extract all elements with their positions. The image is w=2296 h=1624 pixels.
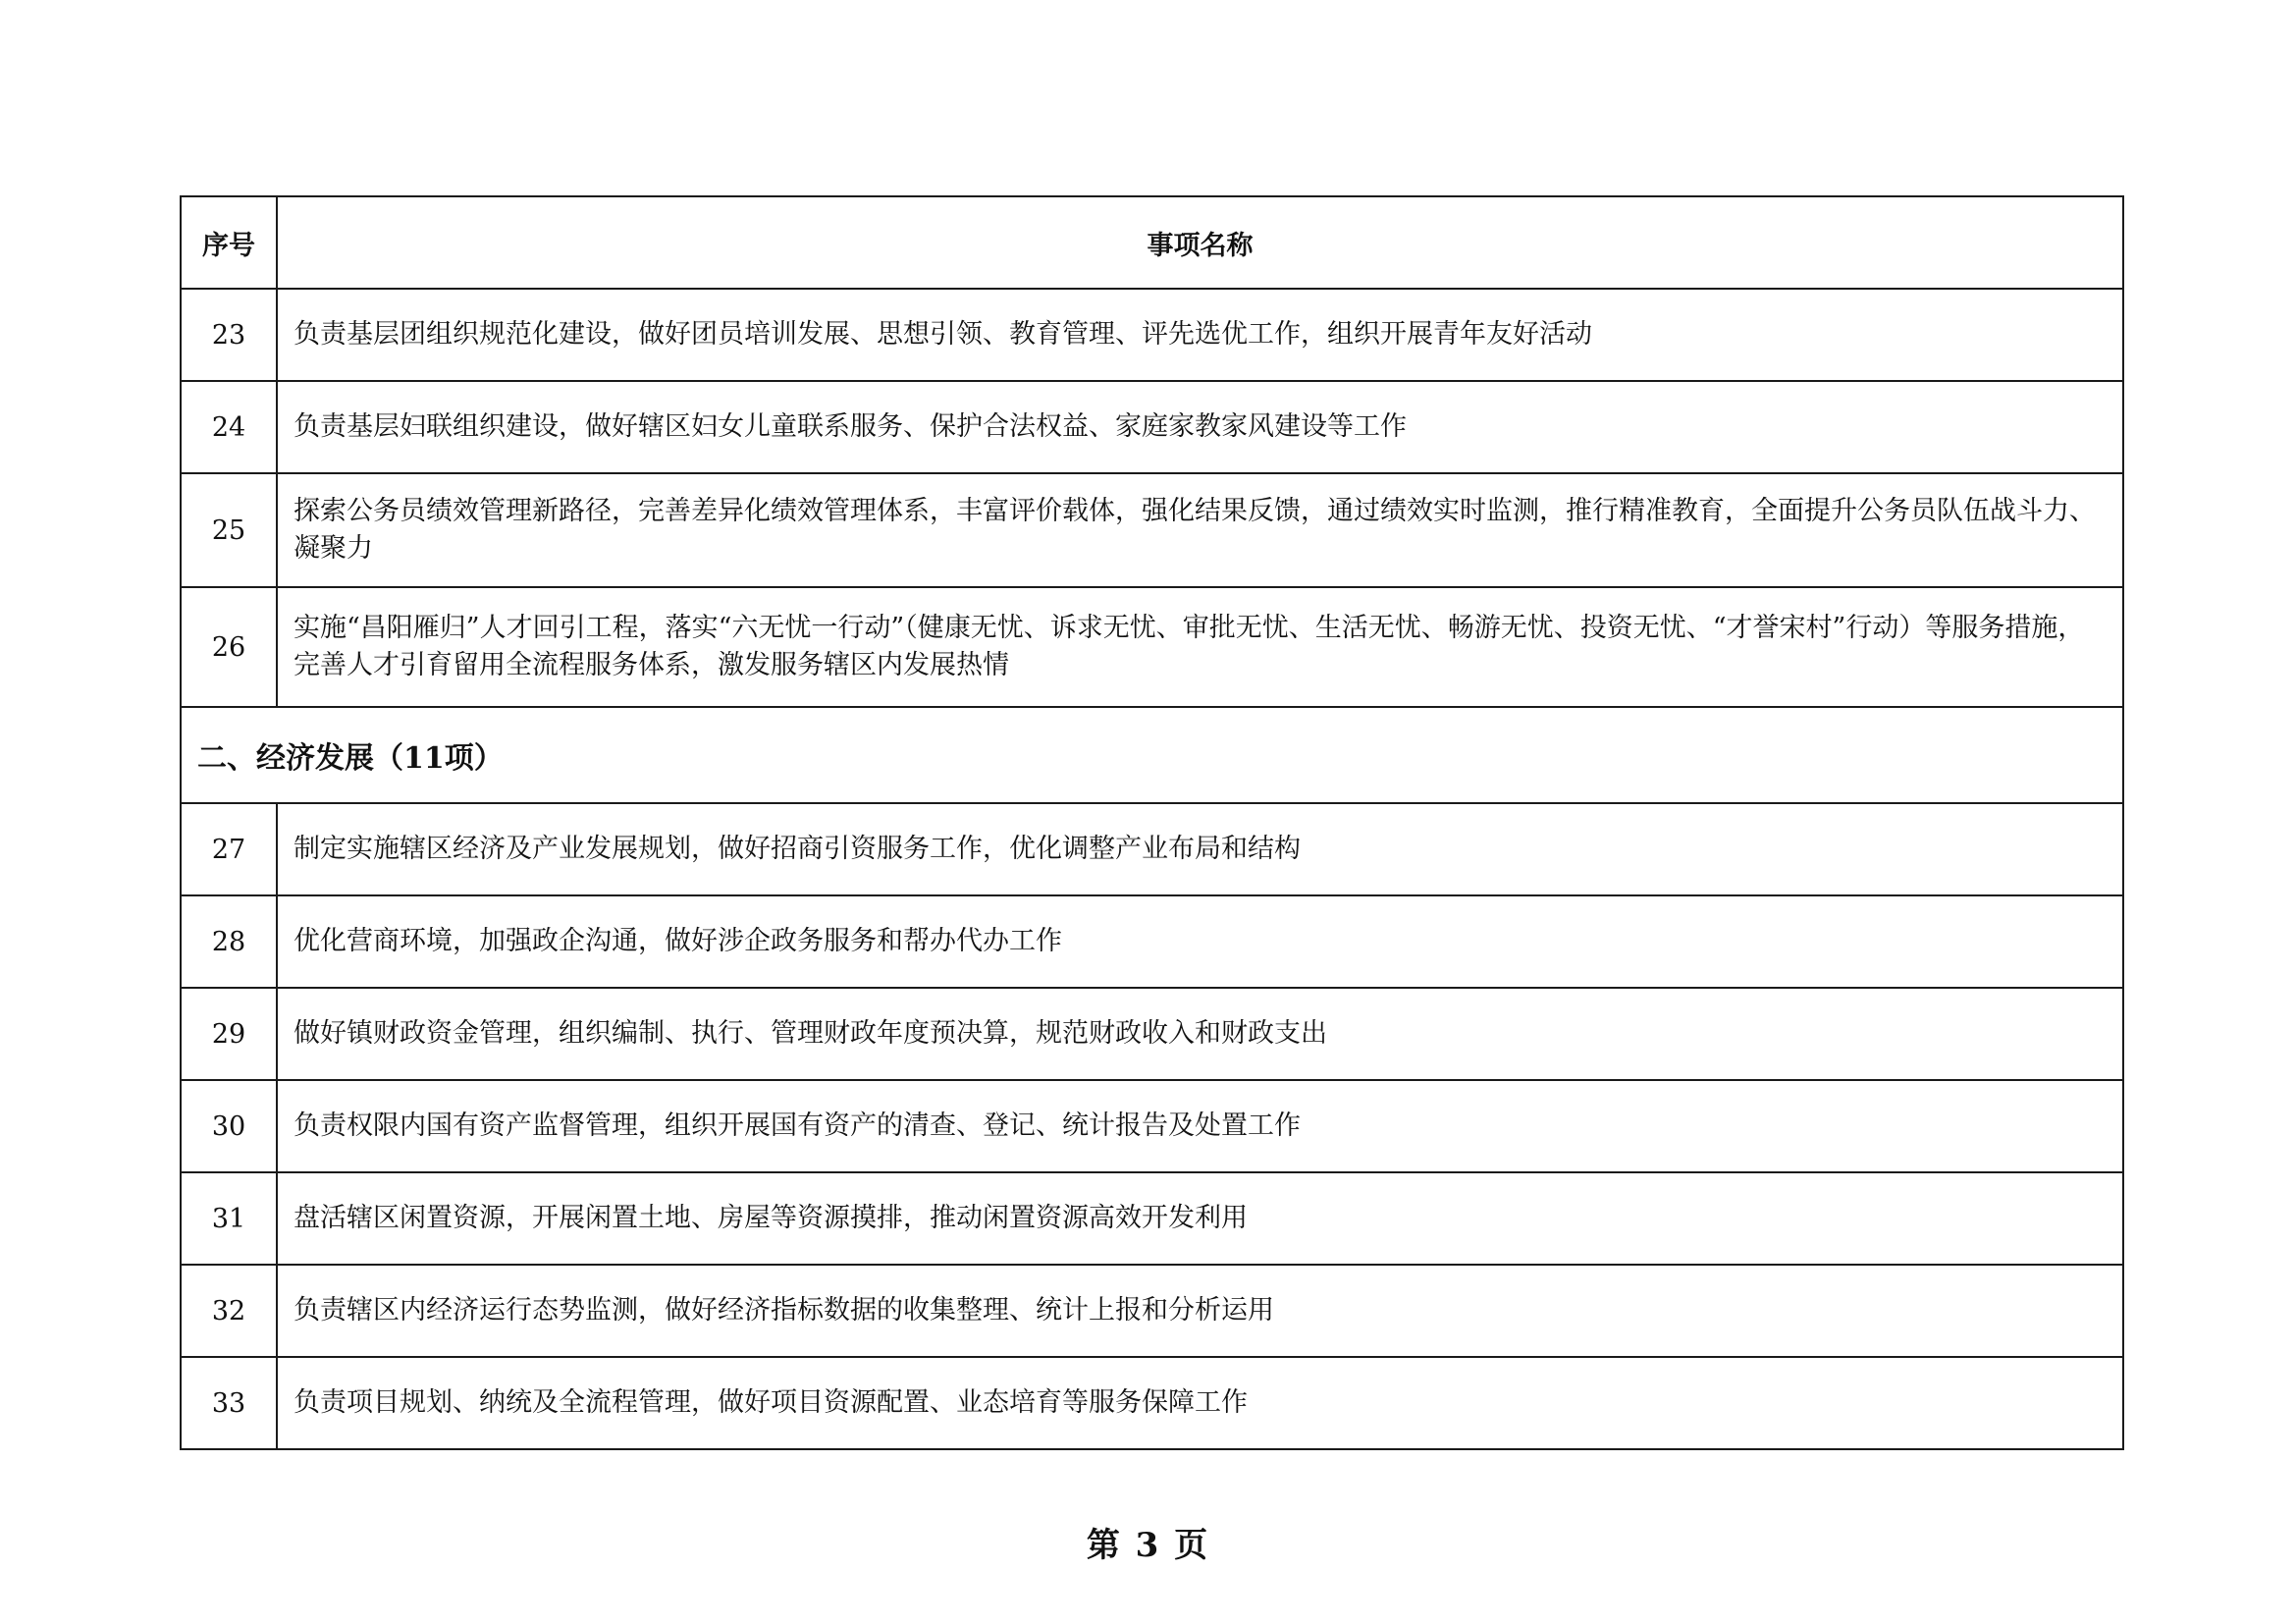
row-number: 32	[181, 1265, 277, 1357]
section-row	[181, 707, 2123, 803]
row-matter-name: 负责权限内国有资产监督管理，组织开展国有资产的清查、登记、统计报告及处置工作	[277, 1080, 2123, 1172]
row-matter-name: 实施“昌阳雁归”人才回引工程，落实“六无忧一行动”（健康无忧、诉求无忧、审批无忧、生活无忧、畅游无忧、投资无忧、“才誉宋村”行动）等服务措施，完善人才引育留用全流程服务体系，激发服务辖区内发展热情	[277, 587, 2123, 707]
table-row	[181, 381, 2123, 473]
table-row	[181, 803, 2123, 895]
header-serial-number: 序号	[181, 196, 277, 289]
table-row	[181, 1172, 2123, 1265]
table-row	[181, 895, 2123, 988]
row-matter-name: 优化营商环境，加强政企沟通，做好涉企政务服务和帮办代办工作	[277, 895, 2123, 988]
table-row	[181, 473, 2123, 587]
table-row	[181, 988, 2123, 1080]
row-number: 29	[181, 988, 277, 1080]
row-matter-name: 负责基层团组织规范化建设，做好团员培训发展、思想引领、教育管理、评先选优工作，组织开展青年友好活动	[277, 289, 2123, 381]
header-matter-name: 事项名称	[277, 196, 2123, 289]
row-number: 27	[181, 803, 277, 895]
page-number: 第 3 页	[1086, 1526, 1210, 1565]
row-matter-name: 负责项目规划、纳统及全流程管理，做好项目资源配置、业态培育等服务保障工作	[277, 1357, 2123, 1449]
table-row	[181, 1080, 2123, 1172]
table-header-row	[181, 196, 2123, 289]
table-row	[181, 289, 2123, 381]
row-number: 24	[181, 381, 277, 473]
row-matter-name: 探索公务员绩效管理新路径，完善差异化绩效管理体系，丰富评价载体，强化结果反馈，通过绩效实时监测，推行精准教育，全面提升公务员队伍战斗力、凝聚力	[277, 473, 2123, 587]
row-matter-name: 负责辖区内经济运行态势监测，做好经济指标数据的收集整理、统计上报和分析运用	[277, 1265, 2123, 1357]
section-heading: 二、经济发展（11项）	[181, 707, 2123, 803]
row-number: 30	[181, 1080, 277, 1172]
row-matter-name: 盘活辖区闲置资源，开展闲置土地、房屋等资源摸排，推动闲置资源高效开发利用	[277, 1172, 2123, 1265]
row-number: 25	[181, 473, 277, 587]
matters-table	[180, 195, 2124, 1450]
row-matter-name: 做好镇财政资金管理，组织编制、执行、管理财政年度预决算，规范财政收入和财政支出	[277, 988, 2123, 1080]
row-matter-name: 制定实施辖区经济及产业发展规划，做好招商引资服务工作，优化调整产业布局和结构	[277, 803, 2123, 895]
row-number: 33	[181, 1357, 277, 1449]
row-number: 23	[181, 289, 277, 381]
table-row	[181, 1265, 2123, 1357]
row-matter-name: 负责基层妇联组织建设，做好辖区妇女儿童联系服务、保护合法权益、家庭家教家风建设等工作	[277, 381, 2123, 473]
table-row	[181, 1357, 2123, 1449]
row-number: 26	[181, 587, 277, 707]
row-number: 28	[181, 895, 277, 988]
table-row	[181, 587, 2123, 707]
row-number: 31	[181, 1172, 277, 1265]
